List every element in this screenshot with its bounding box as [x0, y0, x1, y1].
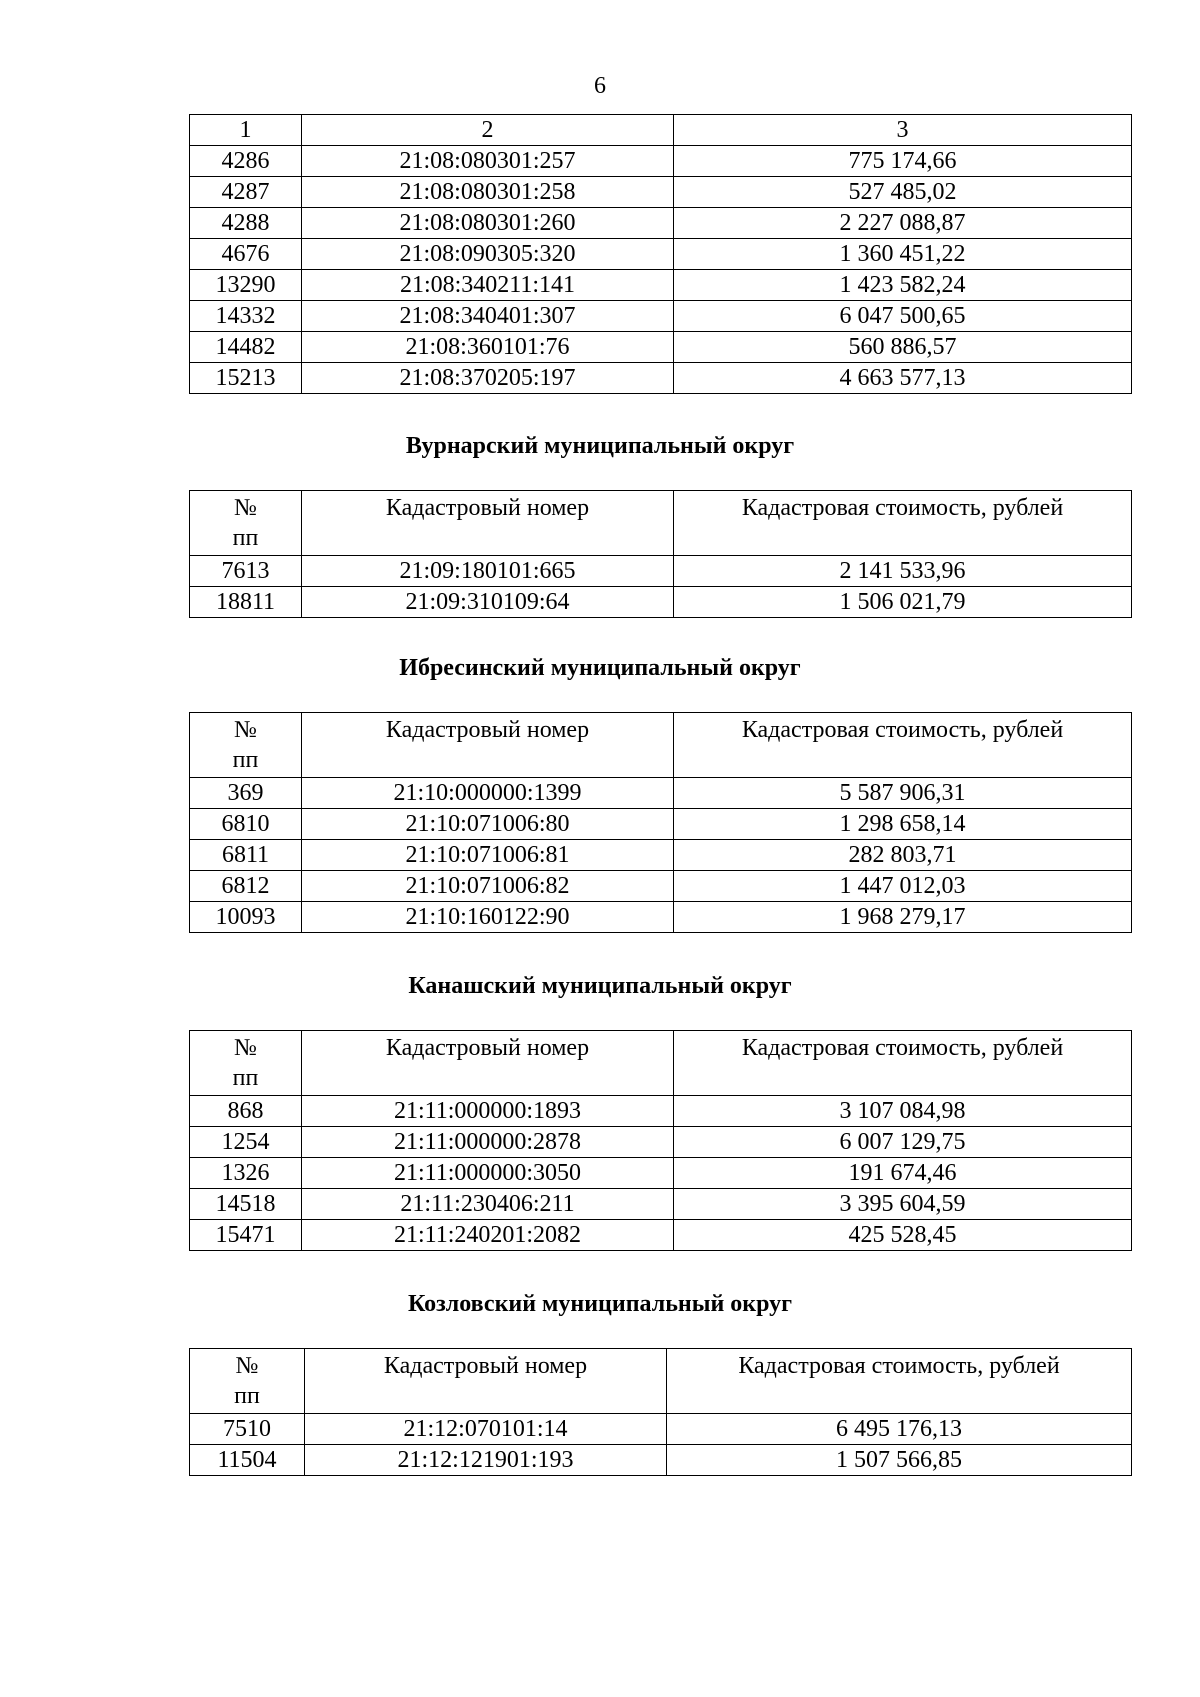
- cadastral-header: Кадастровый номер: [302, 1031, 674, 1096]
- row-number: 7510: [190, 1414, 305, 1445]
- row-number: 4676: [190, 239, 302, 270]
- table-row: [190, 809, 1132, 840]
- num-header-label-2: пп: [232, 747, 259, 773]
- row-number: 369: [190, 778, 302, 809]
- cadastral-number: 21:08:080301:257: [302, 146, 674, 177]
- cadastral-value: 560 886,57: [674, 332, 1132, 363]
- cadastral-value: 1 506 021,79: [674, 587, 1132, 618]
- cadastral-header: Кадастровый номер: [305, 1349, 667, 1414]
- row-number: 4288: [190, 208, 302, 239]
- row-number: 6810: [190, 809, 302, 840]
- num-header: [190, 1349, 305, 1414]
- cadastral-number: 21:11:000000:1893: [302, 1096, 674, 1127]
- row-number: 14518: [190, 1189, 302, 1220]
- cadastral-number: 21:08:090305:320: [302, 239, 674, 270]
- table-header-row: [190, 115, 1132, 146]
- table-row: [190, 871, 1132, 902]
- table-row: [190, 1445, 1132, 1476]
- num-header-label-2: пп: [232, 1065, 259, 1091]
- cadastral-value: 1 360 451,22: [674, 239, 1132, 270]
- cadastral-value: 527 485,02: [674, 177, 1132, 208]
- table-row: [190, 840, 1132, 871]
- cadastral-value: 1 447 012,03: [674, 871, 1132, 902]
- row-number: 1326: [190, 1158, 302, 1189]
- table-row: [190, 778, 1132, 809]
- cadastral-number: 21:12:121901:193: [305, 1445, 667, 1476]
- cadastral-value: 6 047 500,65: [674, 301, 1132, 332]
- num-header-label: №: [234, 717, 257, 743]
- cadastral-number: 21:08:360101:76: [302, 332, 674, 363]
- cadastral-header: Кадастровый номер: [302, 713, 674, 778]
- cadastral-value: 5 587 906,31: [674, 778, 1132, 809]
- cadastral-number: 21:09:310109:64: [302, 587, 674, 618]
- table-header-row: [190, 491, 1132, 556]
- cadastral-number: 21:08:370205:197: [302, 363, 674, 394]
- row-number: 14482: [190, 332, 302, 363]
- row-number: 15213: [190, 363, 302, 394]
- value-header: Кадастровая стоимость, рублей: [674, 1031, 1132, 1096]
- cadastral-value: 2 141 533,96: [674, 556, 1132, 587]
- row-number: 6811: [190, 840, 302, 871]
- table-row: [190, 146, 1132, 177]
- table-header-row: [190, 713, 1132, 778]
- cadastral-value: 425 528,45: [674, 1220, 1132, 1251]
- cadastral-value: 6 007 129,75: [674, 1127, 1132, 1158]
- cadastral-number: 21:12:070101:14: [305, 1414, 667, 1445]
- page-number: 6: [594, 73, 606, 99]
- table-row: [190, 587, 1132, 618]
- cadastral-value: 191 674,46: [674, 1158, 1132, 1189]
- table-row: [190, 556, 1132, 587]
- row-number: 7613: [190, 556, 302, 587]
- section-table: [189, 1348, 1132, 1476]
- row-number: 10093: [190, 902, 302, 933]
- row-number: 6812: [190, 871, 302, 902]
- num-header: [190, 713, 302, 778]
- cadastral-value: 3 107 084,98: [674, 1096, 1132, 1127]
- section-table: [189, 712, 1132, 933]
- num-header-label: №: [234, 495, 257, 521]
- cadastral-value: 1 507 566,85: [667, 1445, 1132, 1476]
- cadastral-number: 21:11:000000:3050: [302, 1158, 674, 1189]
- num-header-label: №: [234, 1035, 257, 1061]
- cadastral-value: 1 298 658,14: [674, 809, 1132, 840]
- table-row: [190, 301, 1132, 332]
- row-number: 15471: [190, 1220, 302, 1251]
- cadastral-value: 1 968 279,17: [674, 902, 1132, 933]
- cadastral-number: 21:11:230406:211: [302, 1189, 674, 1220]
- table-row: [190, 902, 1132, 933]
- value-header: Кадастровая стоимость, рублей: [667, 1349, 1132, 1414]
- num-header-label: №: [235, 1353, 259, 1379]
- header-cell: 1: [190, 115, 302, 146]
- cadastral-value: 4 663 577,13: [674, 363, 1132, 394]
- section-table: [189, 490, 1132, 618]
- row-number: 18811: [190, 587, 302, 618]
- cadastral-value: 775 174,66: [674, 146, 1132, 177]
- cadastral-number: 21:08:340401:307: [302, 301, 674, 332]
- cadastral-value: 282 803,71: [674, 840, 1132, 871]
- row-number: 4286: [190, 146, 302, 177]
- table-header-row: [190, 1031, 1132, 1096]
- cadastral-header: Кадастровый номер: [302, 491, 674, 556]
- table-row: [190, 363, 1132, 394]
- cadastral-number: 21:08:080301:258: [302, 177, 674, 208]
- cadastral-number: 21:10:071006:82: [302, 871, 674, 902]
- cadastral-number: 21:10:000000:1399: [302, 778, 674, 809]
- cadastral-value: 3 395 604,59: [674, 1189, 1132, 1220]
- cadastral-number: 21:08:080301:260: [302, 208, 674, 239]
- row-number: 4287: [190, 177, 302, 208]
- num-header-label-2: пп: [234, 1383, 260, 1409]
- value-header: Кадастровая стоимость, рублей: [674, 491, 1132, 556]
- table-row: [190, 177, 1132, 208]
- cadastral-number: 21:10:071006:80: [302, 809, 674, 840]
- section-title: Ибресинский муниципальный округ: [399, 655, 801, 681]
- row-number: 868: [190, 1096, 302, 1127]
- row-number: 14332: [190, 301, 302, 332]
- num-header-label-2: пп: [232, 525, 259, 551]
- cadastral-number: 21:09:180101:665: [302, 556, 674, 587]
- table-row: [190, 208, 1132, 239]
- row-number: 11504: [190, 1445, 305, 1476]
- table-row: [190, 332, 1132, 363]
- value-header: Кадастровая стоимость, рублей: [674, 713, 1132, 778]
- table-row: [190, 1414, 1132, 1445]
- row-number: 13290: [190, 270, 302, 301]
- cadastral-value: 1 423 582,24: [674, 270, 1132, 301]
- num-header: [190, 1031, 302, 1096]
- cadastral-number: 21:08:340211:141: [302, 270, 674, 301]
- table-row: [190, 1220, 1132, 1251]
- header-cell: 3: [674, 115, 1132, 146]
- num-header: [190, 491, 302, 556]
- cadastral-number: 21:10:071006:81: [302, 840, 674, 871]
- table-row: [190, 270, 1132, 301]
- table-row: [190, 1158, 1132, 1189]
- section-title: Канашский муниципальный округ: [408, 973, 792, 999]
- table-row: [190, 1189, 1132, 1220]
- cadastral-number: 21:10:160122:90: [302, 902, 674, 933]
- header-cell: 2: [302, 115, 674, 146]
- cadastral-number: 21:11:000000:2878: [302, 1127, 674, 1158]
- cadastral-number: 21:11:240201:2082: [302, 1220, 674, 1251]
- section-title: Вурнарский муниципальный округ: [405, 433, 795, 459]
- cadastral-value: 2 227 088,87: [674, 208, 1132, 239]
- continuation-table: [189, 114, 1132, 394]
- table-row: [190, 1096, 1132, 1127]
- row-number: 1254: [190, 1127, 302, 1158]
- table-row: [190, 239, 1132, 270]
- table-row: [190, 1127, 1132, 1158]
- cadastral-value: 6 495 176,13: [667, 1414, 1132, 1445]
- section-table: [189, 1030, 1132, 1251]
- table-header-row: [190, 1349, 1132, 1414]
- section-title: Козловский муниципальный округ: [407, 1291, 793, 1317]
